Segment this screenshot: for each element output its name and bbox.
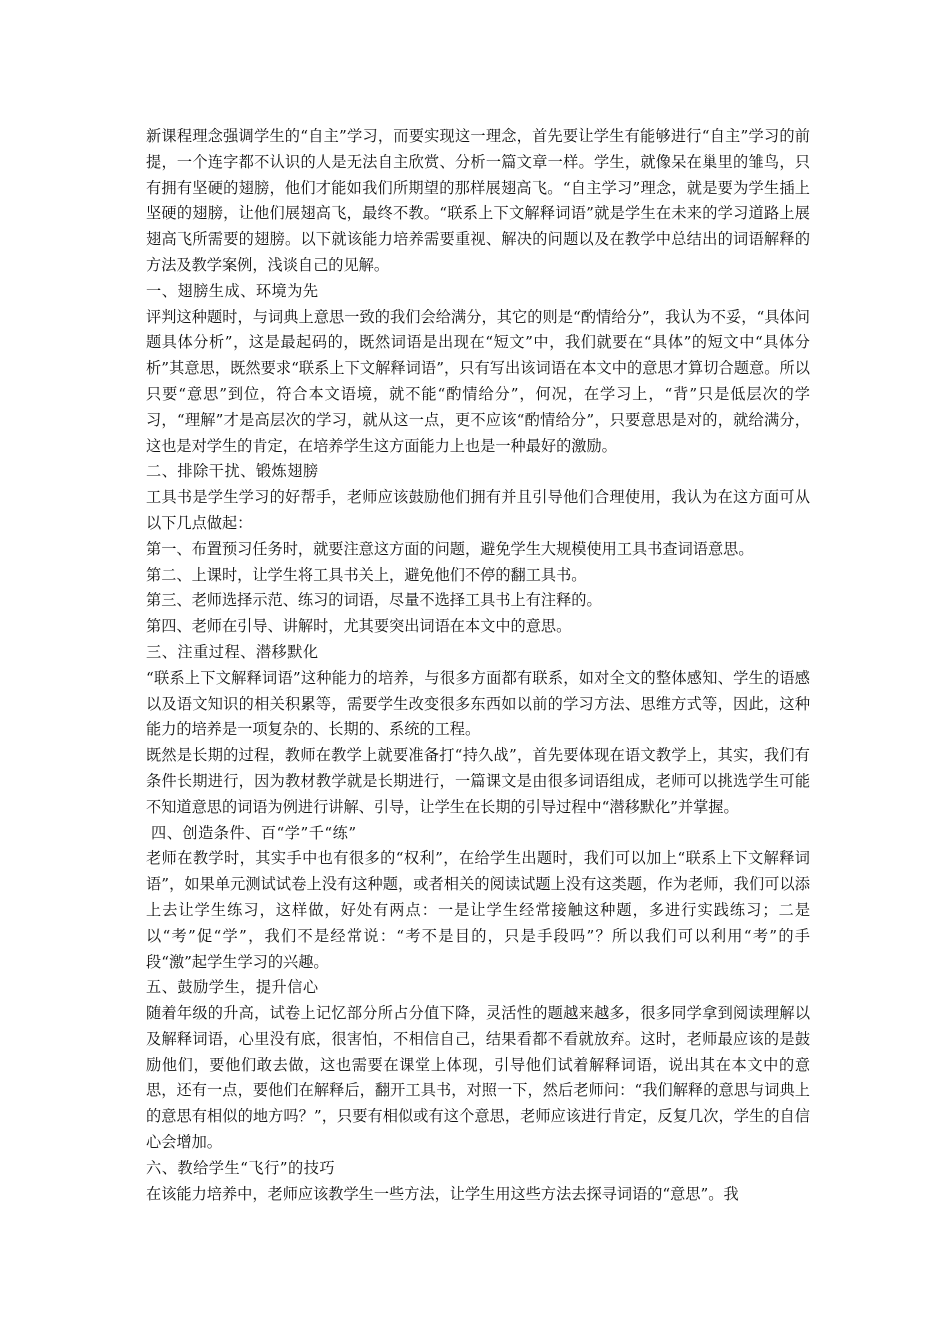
section-4-heading: 四、创造条件、百“学”千“练” <box>151 823 357 842</box>
section-2-point-4: 第四、老师在引导、讲解时，尤其要突出词语在本文中的意思。 <box>146 617 572 636</box>
section-3-heading: 三、注重过程、潜移默化 <box>146 642 319 661</box>
section-2-body: 工具书是学生学习的好帮手，老师应该鼓励他们拥有并且引导他们合理使用，我认为在这方面可从以下几点做起： <box>146 488 810 532</box>
section-2-point-2: 第二、上课时，让学生将工具书关上，避免他们不停的翻工具书。 <box>146 565 587 584</box>
section-3-body-2: 既然是长期的过程，教师在教学上就要准备打“持久战”，首先要体现在语文教学上，其实，我们有条件长期进行，因为教材教学就是长期进行，一篇课文是由很多词语组成，老师可以挑选学生可能不知道意思的词语为例进行讲解、引导，让学生在长期的引导过程中“潜移默化”并掌握。 <box>146 746 810 816</box>
section-1-body: 评判这种题时，与词典上意思一致的我们会给满分，其它的则是“酌情给分”，我认为不妥，“具体问题具体分析”，这是最起码的，既然词语是出现在“短文”中，我们就要在“具体”的短文中“具体分析”其意思，既然要求“联系上下文解释词语”，只有写出该词语在本文中的意思才算切合题意。所以只要“意思”到位，符合本文语境，就不能“酌情给分”，何况，在学习上，“背”只是低层次的学习，“理解”才是高层次的学习，就从这一点，更不应该“酌情给分”，只要意思是对的，就给满分，这也是对学生的肯定，在培养学生这方面能力上也是一种最好的激励。 <box>146 307 810 455</box>
section-4-body: 老师在教学时，其实手中也有很多的“权利”，在给学生出题时，我们可以加上“联系上下文解释词语”，如果单元测试试卷上没有这种题，或者相关的阅读试题上没有这类题，作为老师，我们可以添上去让学生练习，这样做，好处有两点：一是让学生经常接触这种题，多进行实践练习；二是以“考”促“学”，我们不是经常说：“考不是目的，只是手段吗”？所以我们可以利用“考”的手段“激”起学生学习的兴趣。 <box>146 849 810 971</box>
section-6-body: 在该能力培养中，老师应该教学生一些方法，让学生用这些方法去探寻词语的“意思”。我 <box>146 1184 739 1203</box>
document-page <box>146 124 810 1207</box>
section-5-body: 随着年级的升高，试卷上记忆部分所占分值下降，灵活性的题越来越多，很多同学拿到阅读理解以及解释词语，心里没有底，很害怕，不相信自己，结果看都不看就放弃。这时，老师最应该的是鼓励他们，要他们敢去做，这也需要在课堂上体现，引导他们试着解释词语，说出其在本文中的意思，还有一点，要他们在解释后，翻开工具书，对照一下，然后老师问：“我们解释的意思与词典上的意思有相似的地方吗？”，只要有相似或有这个意思，老师应该进行肯定，反复几次，学生的自信心会增加。 <box>146 1004 810 1152</box>
section-2-point-1: 第一、布置预习任务时，就要注意这方面的问题，避免学生大规模使用工具书查词语意思。 <box>146 539 754 558</box>
intro-paragraph: 新课程理念强调学生的“自主”学习，而要实现这一理念，首先要让学生有能够进行“自主”学习的前提，一个连字都不认识的人是无法自主欣赏、分析一篇文章一样。学生，就像呆在巢里的雏鸟，只有拥有坚硬的翅膀，他们才能如我们所期望的那样展翅高飞。“自主学习”理念，就是要为学生插上坚硬的翅膀，让他们展翅高飞，最终不教。“联系上下文解释词语”就是学生在未来的学习道路上展翅高飞所需要的翅膀。以下就该能力培养需要重视、解决的问题以及在教学中总结出的词语解释的方法及教学案例，浅谈自己的见解。 <box>146 127 810 274</box>
section-3-body-1: “联系上下文解释词语”这种能力的培养，与很多方面都有联系，如对全文的整体感知、学生的语感以及语文知识的相关积累等，需要学生改变很多东西如以前的学习方法、思维方式等，因此，这种能力的培养是一项复杂的、长期的、系统的工程。 <box>146 668 810 739</box>
section-2-heading: 二、排除干扰、锻炼翅膀 <box>146 462 319 481</box>
section-5-heading: 五、鼓励学生，提升信心 <box>146 978 319 997</box>
section-6-heading: 六、教给学生“飞行”的技巧 <box>146 1158 336 1177</box>
section-1-heading: 一、翅膀生成、环境为先 <box>146 281 319 300</box>
section-2-point-3: 第三、老师选择示范、练习的词语，尽量不选择工具书上有注释的。 <box>146 591 602 610</box>
